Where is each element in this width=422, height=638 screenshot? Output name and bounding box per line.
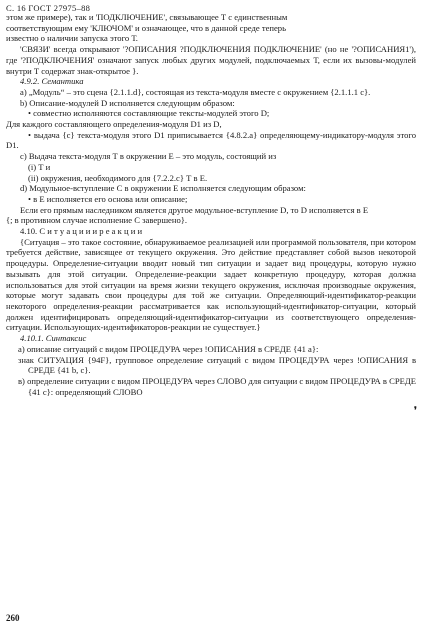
body-text <box>6 12 416 397</box>
text-line: {; в противном случае исполнение С завершено}. <box>6 215 188 226</box>
text-paragraph: Если его прямым наследником является другое модульное-вступление D, то D исполняется в Е <box>20 204 369 215</box>
list-item: (ii) окружения, необходимого для {7.2.2.c} Т в Е. <box>28 172 208 183</box>
section-heading: 4.10. С и т у а ц и и и р е а к ц и и <box>20 226 143 237</box>
text-paragraph: {Ситуация – это такое состояние, обнаруживаемое реализацией или программой пользователя, при котором требуется действие, зависящее от текущего окружения. Это действие представляет собой вызов некоторой процедуры. Определение-ситуации вводит новый тип ситуации и задает вид процедуры, которую нужно вызывать для этой ситуации. Определение-реакции задает конкретную процедуру, которая должна использоваться для этой ситуации на время жизни текущего окружения, исключая производные окружения, которые могут задавать свои процедуры для той же ситуации. Определяющий-идентификатор-реакции некоторого определения-реакции рассматривается как использующий-идентификатор-ситуации, который должен идентифицировать определяющий-идентификатор-ситуации из соответствующего определения-ситуации. Использующих-идентификаторов-реакции не существует.} <box>6 236 416 333</box>
section-heading: 4.9.2. Семантика <box>20 76 84 87</box>
text-paragraph: 'СВЯЗИ' всегда открывают '?ОПИСАНИЯ ?ПОДКЛЮЧЕНИЯ ПОДКЛЮЧЕНИЕ' (но не '?ОПИСАНИЯ1'), где '?ПОДКЛЮЧЕНИЯ' означают запуск любых других модулей, подключаемых Т, если их вызовы-модулей внутри Т содержат знак-открытое }. <box>6 44 416 76</box>
page-header: С. 16 ГОСТ 27975–88 <box>6 3 91 13</box>
text-paragraph: d) Модульное-вступление С в окружении Е исполняется следующим образом: <box>20 183 306 194</box>
rule-item: в) определение ситуации с видом ПРОЦЕДУРА через СЛОВО для ситуации с видом ПРОЦЕДУРА в СРЕДЕ {41 c}: определяющий СЛОВО <box>18 375 416 397</box>
bullet-item: • в Е исполняется его основа или описание; <box>28 193 188 204</box>
page-number: 260 <box>6 613 20 623</box>
text-line: Для каждого составляющего определения-модуля D1 из D, <box>6 119 222 130</box>
text-line: известно о наличии запуска этого Т. <box>6 33 138 44</box>
rule-item: знак СИТУАЦИЯ {94F}, групповое определение ситуаций с видом ПРОЦЕДУРА через !ОПИСАНИЯ в СРЕДЕ {41 b, c}. <box>18 354 416 376</box>
text-line: этом же примере), так и 'ПОДКЛЮЧЕНИЕ', связывающее Т с единственным <box>6 12 288 22</box>
text-paragraph: а) „Модуль“ – это сцена {2.1.1.d}, состоящая из текста-модуля вместе с окружением {2.1.1.1 c}. <box>20 86 371 97</box>
section-heading: 4.10.1. Синтаксис <box>20 333 87 344</box>
text-line: соответствующим ему 'КЛЮЧОМ' и означающее, что в данной среде теперь <box>6 22 287 33</box>
margin-mark: ❜ <box>414 405 417 415</box>
bullet-item: • выдача {c} текста-модуля этого D1 приписывается {4.8.2.а} определяющему-индикатору-модуля этого D1. <box>6 129 416 151</box>
bullet-item: • совместно исполняются составляющие тексты-модулей этого D; <box>28 108 270 119</box>
text-paragraph: с) Выдача текста-модуля Т в окружении Е – это модуль, состоящий из <box>20 151 277 162</box>
list-item: (i) Т и <box>28 161 51 172</box>
rule-item: а) описание ситуаций с видом ПРОЦЕДУРА через !ОПИСАНИЯ в СРЕДЕ {41 a}: <box>18 343 319 354</box>
text-paragraph: b) Описание-модулей D исполняется следующим образом: <box>20 97 235 108</box>
